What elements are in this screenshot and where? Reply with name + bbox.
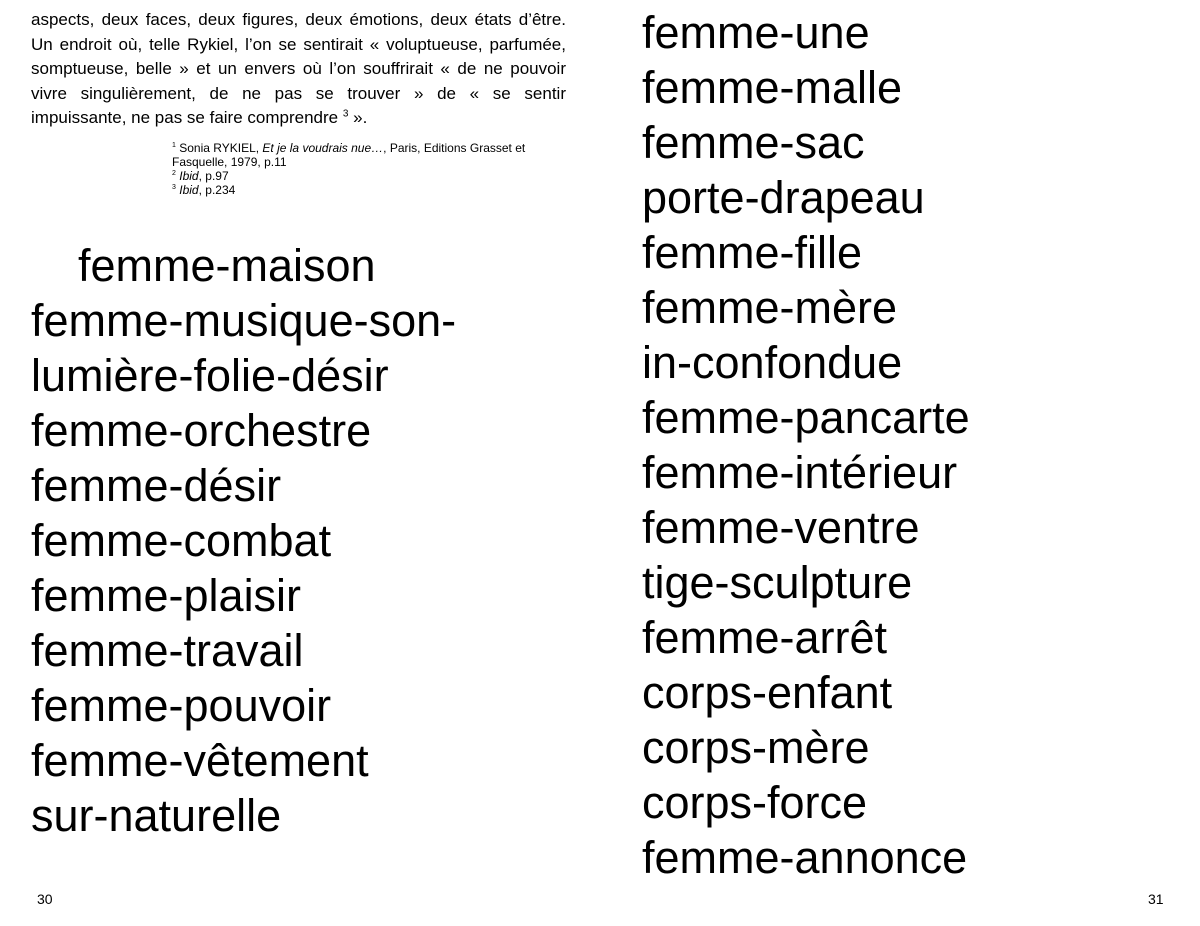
intro-text: aspects, deux faces, deux figures, deux émotions, deux états d’être. Un endroit où, telle Rykiel, l’on se sentirait « voluptueuse, parfumée, somptueuse, belle » et un envers où l’on souffrirait « de ne pouvoir vivre singulièrement, de ne pas se trouver » de « se sentir impuissante, ne pas se faire comprendre [31,10,566,127]
word-item: tige-sculpture [642,557,913,608]
footnote-1 [172,141,557,169]
word-item: femme-maison [78,240,376,291]
word-item: femme-plaisir [31,570,302,621]
word-item: femme-malle [642,62,903,113]
word-item: femme-mère [642,282,898,333]
word-item: femme-sac [642,117,865,168]
word-item: in-confondue [642,337,903,388]
word-item: femme-pancarte [642,392,970,443]
footnote-2 [172,169,557,183]
word-item: femme-pouvoir [31,680,332,731]
word-item: femme-ventre [642,502,920,553]
footnote-number: 3 [172,184,176,191]
footnote-author: Sonia RYKIEL, [179,141,263,155]
right-word-list [642,5,970,885]
word-item: femme-travail [31,625,304,676]
word-item: femme-musique-son- [31,295,457,346]
word-item: corps-mère [642,722,870,773]
page-number-right: 31 [1148,891,1164,907]
footnote-title: Ibid [179,169,199,183]
footnote-3 [172,183,557,197]
word-item: femme-vêtement [31,735,369,786]
word-item: corps-enfant [642,667,893,718]
footnote-reference: 3 [342,108,349,120]
word-item: sur-naturelle [31,790,282,841]
word-item: femme-combat [31,515,332,566]
intro-end: ». [348,108,368,127]
word-item: femme-fille [642,227,863,278]
left-word-list [31,238,456,843]
word-item: lumière-folie-désir [31,350,389,401]
word-item: femme-arrêt [642,612,888,663]
word-item: femme-désir [31,460,282,511]
footnote-number: 2 [172,170,176,177]
footnote-number: 1 [172,142,176,149]
word-item: porte-drapeau [642,172,925,223]
word-item: femme-une [642,7,870,58]
footnote-title: Ibid [179,183,199,197]
word-item: femme-annonce [642,832,968,883]
word-item: femme-intérieur [642,447,958,498]
page-number-left: 30 [37,891,53,907]
word-item: corps-force [642,777,868,828]
footnote-rest: , Paris, Editions Grasset et Fasquelle, 1979, p.11 [172,141,526,169]
footnote-rest: , p.97 [198,169,229,183]
intro-paragraph [31,8,566,131]
footnote-rest: , p.234 [198,183,236,197]
footnotes [172,141,557,197]
word-item: femme-orchestre [31,405,372,456]
footnote-title: Et je la voudrais nue… [262,141,384,155]
